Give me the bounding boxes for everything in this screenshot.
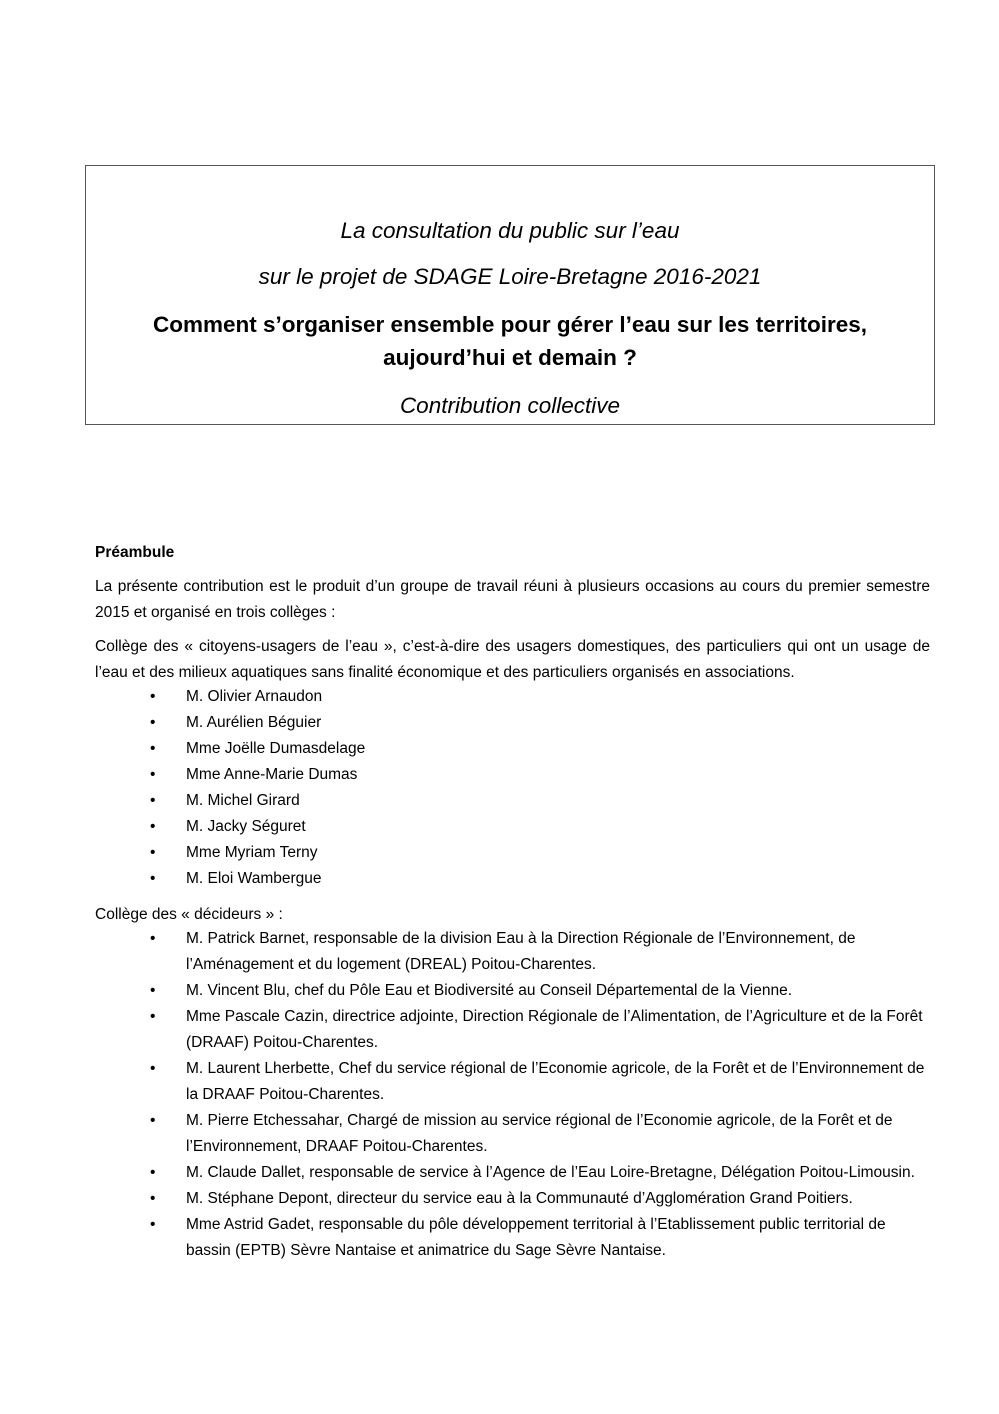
subtitle-contribution: Contribution collective [399,393,621,418]
member-name: M. Michel Girard [186,792,300,809]
list-item [150,840,930,866]
main-title-line2: aujourd’hui et demain ? [383,345,637,370]
list-item [150,684,930,710]
list-item [150,762,930,788]
bullet-icon: • [150,982,156,999]
bullet-icon: • [150,688,156,705]
member-description: M. Laurent Lherbette, Chef du service régional de l’Economie agricole, de la Forêt et de l’Environnement de la DRAAF Poitou-Charentes. [186,1060,925,1103]
bullet-icon: • [150,1008,156,1025]
bullet-icon: • [150,740,156,757]
list-item [150,1186,930,1212]
college2-label: Collège des « décideurs » : [95,906,283,923]
preamble-heading: Préambule [95,544,175,561]
list-item [150,710,930,736]
bullet-icon: • [150,766,156,783]
list-item [150,1056,930,1108]
title-line-consultation: La consultation du public sur l’eau [340,218,680,243]
college1-member-list [150,684,930,892]
bullet-icon: • [150,818,156,835]
member-description: M. Vincent Blu, chef du Pôle Eau et Biodiversité au Conseil Départemental de la Vienne. [186,982,793,999]
bullet-icon: • [150,792,156,809]
list-item [150,926,930,978]
title-box [85,165,935,425]
list-item [150,1160,930,1186]
bullet-icon: • [150,1190,156,1207]
member-name: Mme Joëlle Dumasdelage [186,740,366,757]
college2-member-list [150,926,930,1264]
list-item [150,814,930,840]
member-description: M. Pierre Etchessahar, Chargé de mission au service régional de l’Economie agricole, de la Forêt et de l’Environnement, DRAAF Poitou-Charentes. [186,1112,893,1155]
main-title-line1: Comment s’organiser ensemble pour gérer l’eau sur les territoires, [153,312,867,337]
member-name: M. Eloi Wambergue [186,870,322,887]
bullet-icon: • [150,714,156,731]
list-item [150,978,930,1004]
member-description: Mme Pascale Cazin, directrice adjointe, Direction Régionale de l’Alimentation, de l’Agriculture et de la Forêt (DRAAF) Poitou-Charentes. [186,1008,923,1051]
list-item [150,736,930,762]
bullet-icon: • [150,870,156,887]
member-name: M. Jacky Séguret [186,818,306,835]
list-item [150,1004,930,1056]
bullet-icon: • [150,930,156,947]
member-name: M. Olivier Arnaudon [186,688,323,705]
member-name: Mme Anne-Marie Dumas [186,766,358,783]
bullet-icon: • [150,1164,156,1181]
list-item [150,866,930,892]
member-description: M. Stéphane Depont, directeur du service eau à la Communauté d’Agglomération Grand Poitiers. [186,1190,853,1207]
college1-description: Collège des « citoyens-usagers de l’eau », c’est-à-dire des usagers domestiques, des particuliers qui ont un usage de l’eau et des milieux aquatiques sans finalité économique et des particuliers organisés en associations. [95,638,930,681]
list-item [150,1212,930,1264]
list-item [150,1108,930,1160]
bullet-icon: • [150,844,156,861]
preamble-intro: La présente contribution est le produit d’un groupe de travail réuni à plusieurs occasions au cours du premier semestre 2015 et organisé en trois collèges : [95,578,930,621]
bullet-icon: • [150,1216,156,1233]
member-description: M. Patrick Barnet, responsable de la division Eau à la Direction Régionale de l’Environnement, de l’Aménagement et du logement (DREAL) Poitou-Charentes. [186,930,856,973]
bullet-icon: • [150,1112,156,1129]
member-description: M. Claude Dallet, responsable de service à l’Agence de l’Eau Loire-Bretagne, Délégation Poitou-Limousin. [186,1164,915,1181]
member-name: M. Aurélien Béguier [186,714,322,731]
title-line-sdage: sur le projet de SDAGE Loire-Bretagne 2016-2021 [258,264,762,289]
member-description: Mme Astrid Gadet, responsable du pôle développement territorial à l’Etablissement public territorial de bassin (EPTB) Sèvre Nantaise et animatrice du Sage Sèvre Nantaise. [186,1216,886,1259]
bullet-icon: • [150,1060,156,1077]
list-item [150,788,930,814]
member-name: Mme Myriam Terny [186,844,318,861]
